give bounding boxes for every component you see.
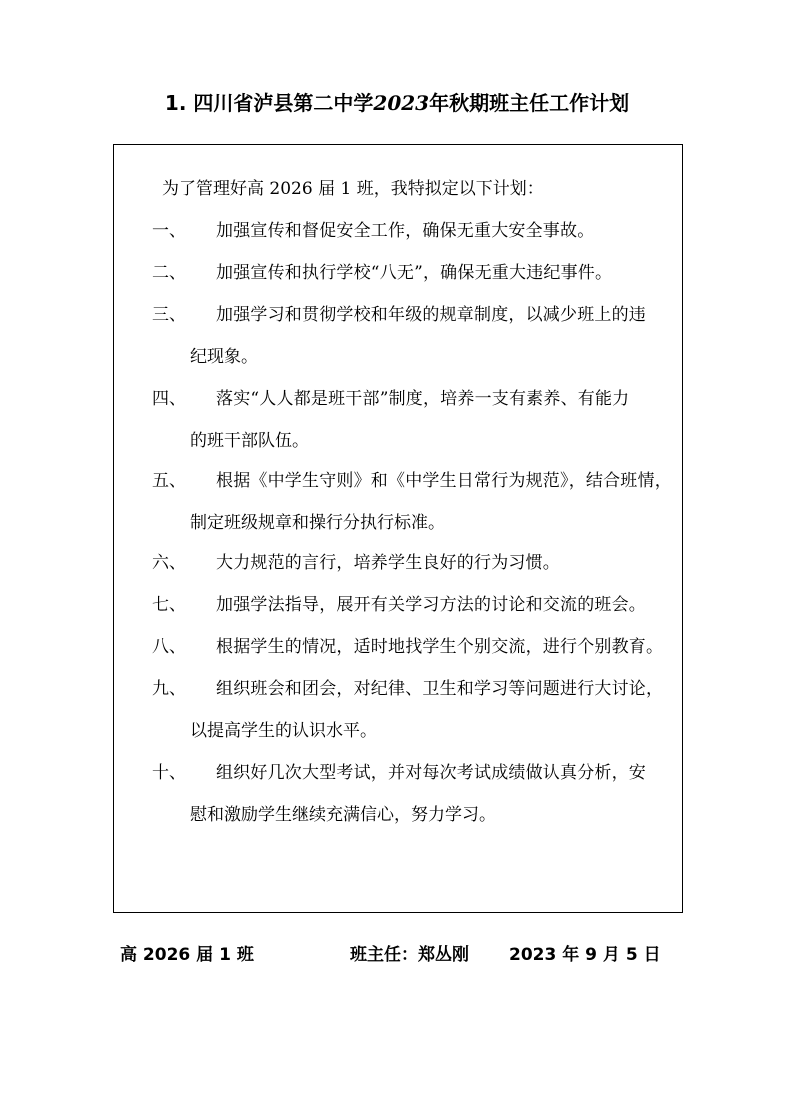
plan-item-text: 根据《中学生守则》和《中学生日常行为规范》，结合班情， (216, 471, 672, 491)
plan-intro: 为了管理好高 2026 届 1 班，我特拟定以下计划： (162, 179, 544, 199)
title-suffix: 年秋期班主任工作计划 (429, 91, 630, 115)
plan-item-text: 加强学法指导，展开有关学习方法的讨论和交流的班会。 (216, 595, 646, 615)
plan-item-text: 落实“人人都是班干部”制度，培养一支有素养、有能力 (216, 389, 630, 409)
plan-item-text: 组织班会和团会，对纪律、卫生和学习等问题进行大讨论， (216, 679, 664, 699)
plan-item-text: 加强宣传和执行学校“八无”，确保无重大违纪事件。 (216, 263, 613, 283)
document-title (0, 88, 794, 118)
footer-teacher: 班主任：郑丛刚 (350, 945, 469, 965)
plan-item-number: 二、 (152, 263, 186, 283)
plan-item-text: 加强学习和贯彻学校和年级的规章制度，以减少班上的违 (216, 305, 646, 325)
footer-date: 2023 年 9 月 5 日 (509, 945, 661, 965)
plan-item-number: 七、 (152, 595, 186, 615)
plan-item-text-continued: 纪现象。 (190, 347, 258, 367)
title-prefix: 1. 四川省泸县第二中学 (164, 91, 374, 115)
plan-item-text-continued: 慰和激励学生继续充满信心，努力学习。 (190, 805, 496, 825)
plan-item-number: 四、 (152, 389, 186, 409)
plan-item-text: 大力规范的言行，培养学生良好的行为习惯。 (216, 553, 560, 573)
plan-item-number: 十、 (152, 763, 186, 783)
plan-item-number: 八、 (152, 637, 186, 657)
plan-item-number: 三、 (152, 305, 186, 325)
plan-item-text: 组织好几次大型考试，并对每次考试成绩做认真分析，安 (216, 763, 646, 783)
plan-item-text: 加强宣传和督促安全工作，确保无重大安全事故。 (216, 221, 595, 241)
plan-item-number: 五、 (152, 471, 186, 491)
plan-item-text-continued: 的班干部队伍。 (190, 431, 309, 451)
plan-item-text-continued: 以提高学生的认识水平。 (190, 721, 377, 741)
plan-item-number: 一、 (152, 221, 186, 241)
plan-box (113, 144, 683, 913)
plan-item-text: 根据学生的情况，适时地找学生个别交流，进行个别教育。 (216, 637, 664, 657)
plan-item-number: 九、 (152, 679, 186, 699)
title-year: 2023 (373, 91, 430, 115)
plan-item-text-continued: 制定班级规章和操行分执行标准。 (190, 513, 445, 533)
plan-item-number: 六、 (152, 553, 186, 573)
footer-class: 高 2026 届 1 班 (120, 945, 254, 965)
